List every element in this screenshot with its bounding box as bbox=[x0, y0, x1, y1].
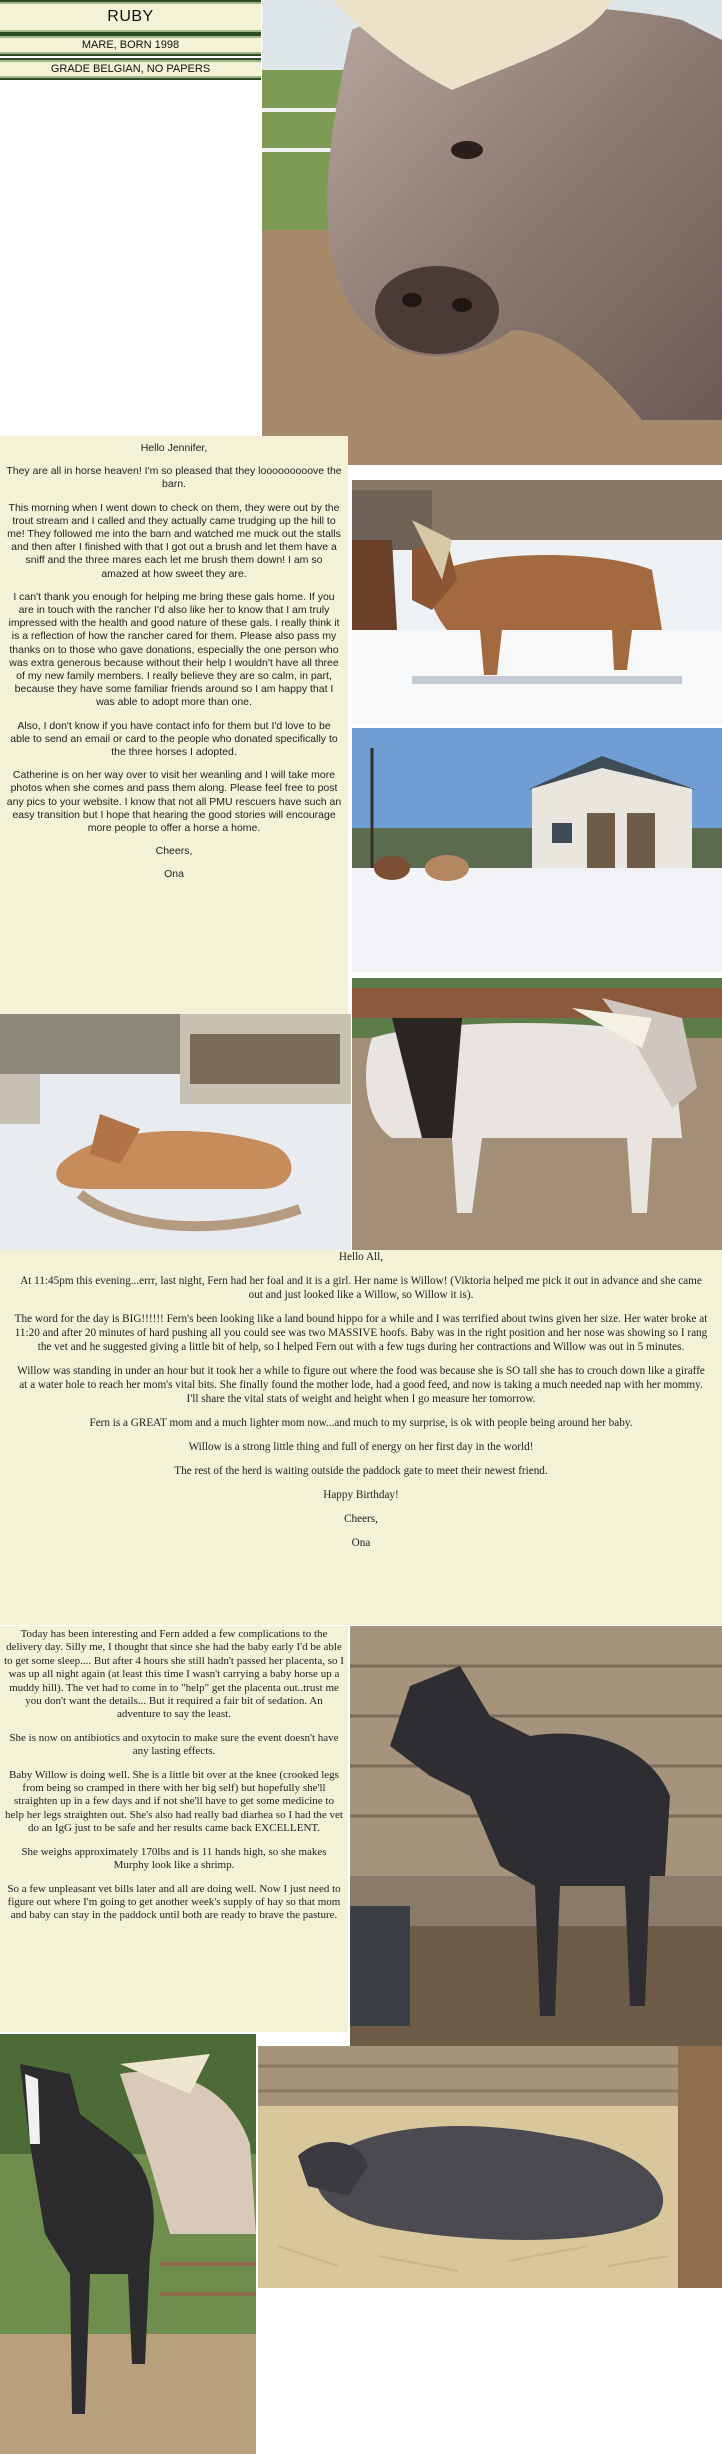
letter1-paragraph-5: Catherine is on her way over to visit her weanling and I will take more photos when she comes and pass them along. Please feel free to post any pics to your website. I know that not all PMU rescuers have such an easy transition but I hope that hearing the good stories will encourage more people to offer a horse a home. bbox=[6, 769, 342, 835]
letter3-paragraph-5: So a few unpleasant vet bills later and all are doing well. Now I just need to figure out where I'm going to get another week's supply of hay so that mom and baby can stay in the paddock until both are ready to brave the pasture. bbox=[7, 1882, 341, 1922]
letter3-paragraph-1: Today has been interesting and Fern added a few complications to the delivery day. Silly me, I thought that since she had the baby early I'd be able to get some sleep.... But after 4 hours she still hadn't passed her placenta, so I was up all night again (at least this time I wasn't carrying a baby horse up a muddy hill). The vet had to come in to "help" get the placenta out..trust me you don't want the details... But it required a fair bit of sedation. An adventure to say the least. bbox=[4, 1628, 344, 1721]
letter1-signature: Ona bbox=[164, 868, 184, 881]
letter2-closing: Cheers, bbox=[344, 1513, 378, 1525]
horse-lying-snow-photo bbox=[0, 1014, 351, 1250]
letter-jennifer bbox=[0, 436, 348, 1014]
letter1-greeting: Hello Jennifer, bbox=[140, 442, 208, 454]
horse-name-title: RUBY bbox=[0, 0, 261, 34]
ruby-head-photo bbox=[262, 0, 722, 465]
letter1-closing: Cheers, bbox=[155, 845, 193, 858]
letter2-paragraph-4: Fern is a GREAT mom and a much lighter mom now...and much to my surprise, is ok with people being around her baby. bbox=[89, 1417, 633, 1429]
foal-in-stall-photo bbox=[350, 1626, 722, 2046]
letter3-paragraph-3: Baby Willow is doing well. She is a little bit over at the knee (crooked legs from being so cramped in there with her big self) but hopefully she'll straighten up in a few days and if not she'll have to get some medicine to help her legs straighten out. She's also had really bad diarhea so I had the vet do an IgG just to be safe and her results came back EXCELLENT. bbox=[5, 1768, 343, 1835]
letter2-paragraph-5: Willow is a strong little thing and full of energy on her first day in the world! bbox=[188, 1441, 534, 1453]
horse-born-label: MARE, BORN 1998 bbox=[0, 34, 261, 56]
letter1-paragraph-1: They are all in horse heaven! I'm so pleased that they looooooooove the barn. bbox=[6, 465, 342, 491]
letter2-paragraph-1: At 11:45pm this evening...errr, last night, Fern had her foal and it is a girl. Her name is Willow! (Viktoria helped me pick it out in advance and she came out and just looked like a Willow, so Willow it is). bbox=[20, 1275, 702, 1301]
letter3-paragraph-2: She is now on antibiotics and oxytocin to make sure the event doesn't have any lasting effects. bbox=[9, 1731, 339, 1758]
horses-in-snow-photo bbox=[352, 480, 722, 724]
letter2-paragraph-3: Willow was standing in under an hour but it took her a while to figure out where the food was because she is SO tall she has to crouch down like a giraffe at a water hole to reach her mom's vital bits. She finally found the mother lode, had a good feed, and now is taking a much needed nap with her mommy. I'll share the vital stats of weight and height when I go measure her tomorrow. bbox=[17, 1365, 705, 1405]
letter2-paragraph-6: The rest of the herd is waiting outside the paddock gate to meet their newest friend. bbox=[174, 1465, 548, 1477]
letter1-paragraph-2: This morning when I went down to check on them, they were out by the trout stream and I called and they actually came trudging up the hill to me! They followed me into the barn and watched me muck out the stalls and then after I finished with that I got out a brush and let them have a sniff and the three mares each let me brush them down! I am so amazed at how sweet they are. bbox=[7, 501, 341, 580]
letter-foal-announcement bbox=[0, 1250, 722, 1625]
letter2-paragraph-2: The word for the day is BIG!!!!!! Fern's been looking like a land bound hippo for a while and I was terrified about twins given her size. Her water broke at 11:20 and after 20 minutes of hard pushing all you could see was two MASSIVE hoofs. Baby was in the right position and her nose was showing so I rang the vet and he suggested giving a little bit of help, so I helped Fern out with a few tugs during her contractions and Willow was out in 5 minutes. bbox=[14, 1313, 708, 1353]
barn-in-snow-photo bbox=[352, 728, 722, 972]
letter2-paragraph-7: Happy Birthday! bbox=[323, 1489, 399, 1501]
grey-horse-paddock-photo bbox=[352, 978, 722, 1250]
letter1-paragraph-3: I can't thank you enough for helping me bring these gals home. If you are in touch with the rancher I'd also like her to know that I am truly impressed with the health and good nature of these gals. I really think it is a reflection of how the rancher cared for them. Please also pass my thanks on to those who gave donations, especially the one person who was extra generous because without their help I wouldn't have all three of my new family members. I really believe they are so calm, in part, because they have some familiar friends around so I am happy that I was able to adopt more than one. bbox=[8, 590, 340, 709]
letter1-paragraph-4: Also, I don't know if you have contact info for them but I'd love to be able to send an email or card to the people who donated specifically to the three horses I adopted. bbox=[10, 719, 338, 759]
mare-and-foal-photo bbox=[0, 2034, 256, 2454]
letter2-signature: Ona bbox=[351, 1537, 371, 1549]
letter-delivery-update bbox=[0, 1626, 348, 2032]
letter3-paragraph-4: She weighs approximately 170lbs and is 11 hands high, so she makes Murphy look like a shrimp. bbox=[21, 1845, 327, 1872]
horse-breed-label: GRADE BELGIAN, NO PAPERS bbox=[0, 58, 261, 80]
foal-sleeping-photo bbox=[258, 2046, 722, 2288]
letter2-greeting: Hello All, bbox=[338, 1251, 384, 1263]
